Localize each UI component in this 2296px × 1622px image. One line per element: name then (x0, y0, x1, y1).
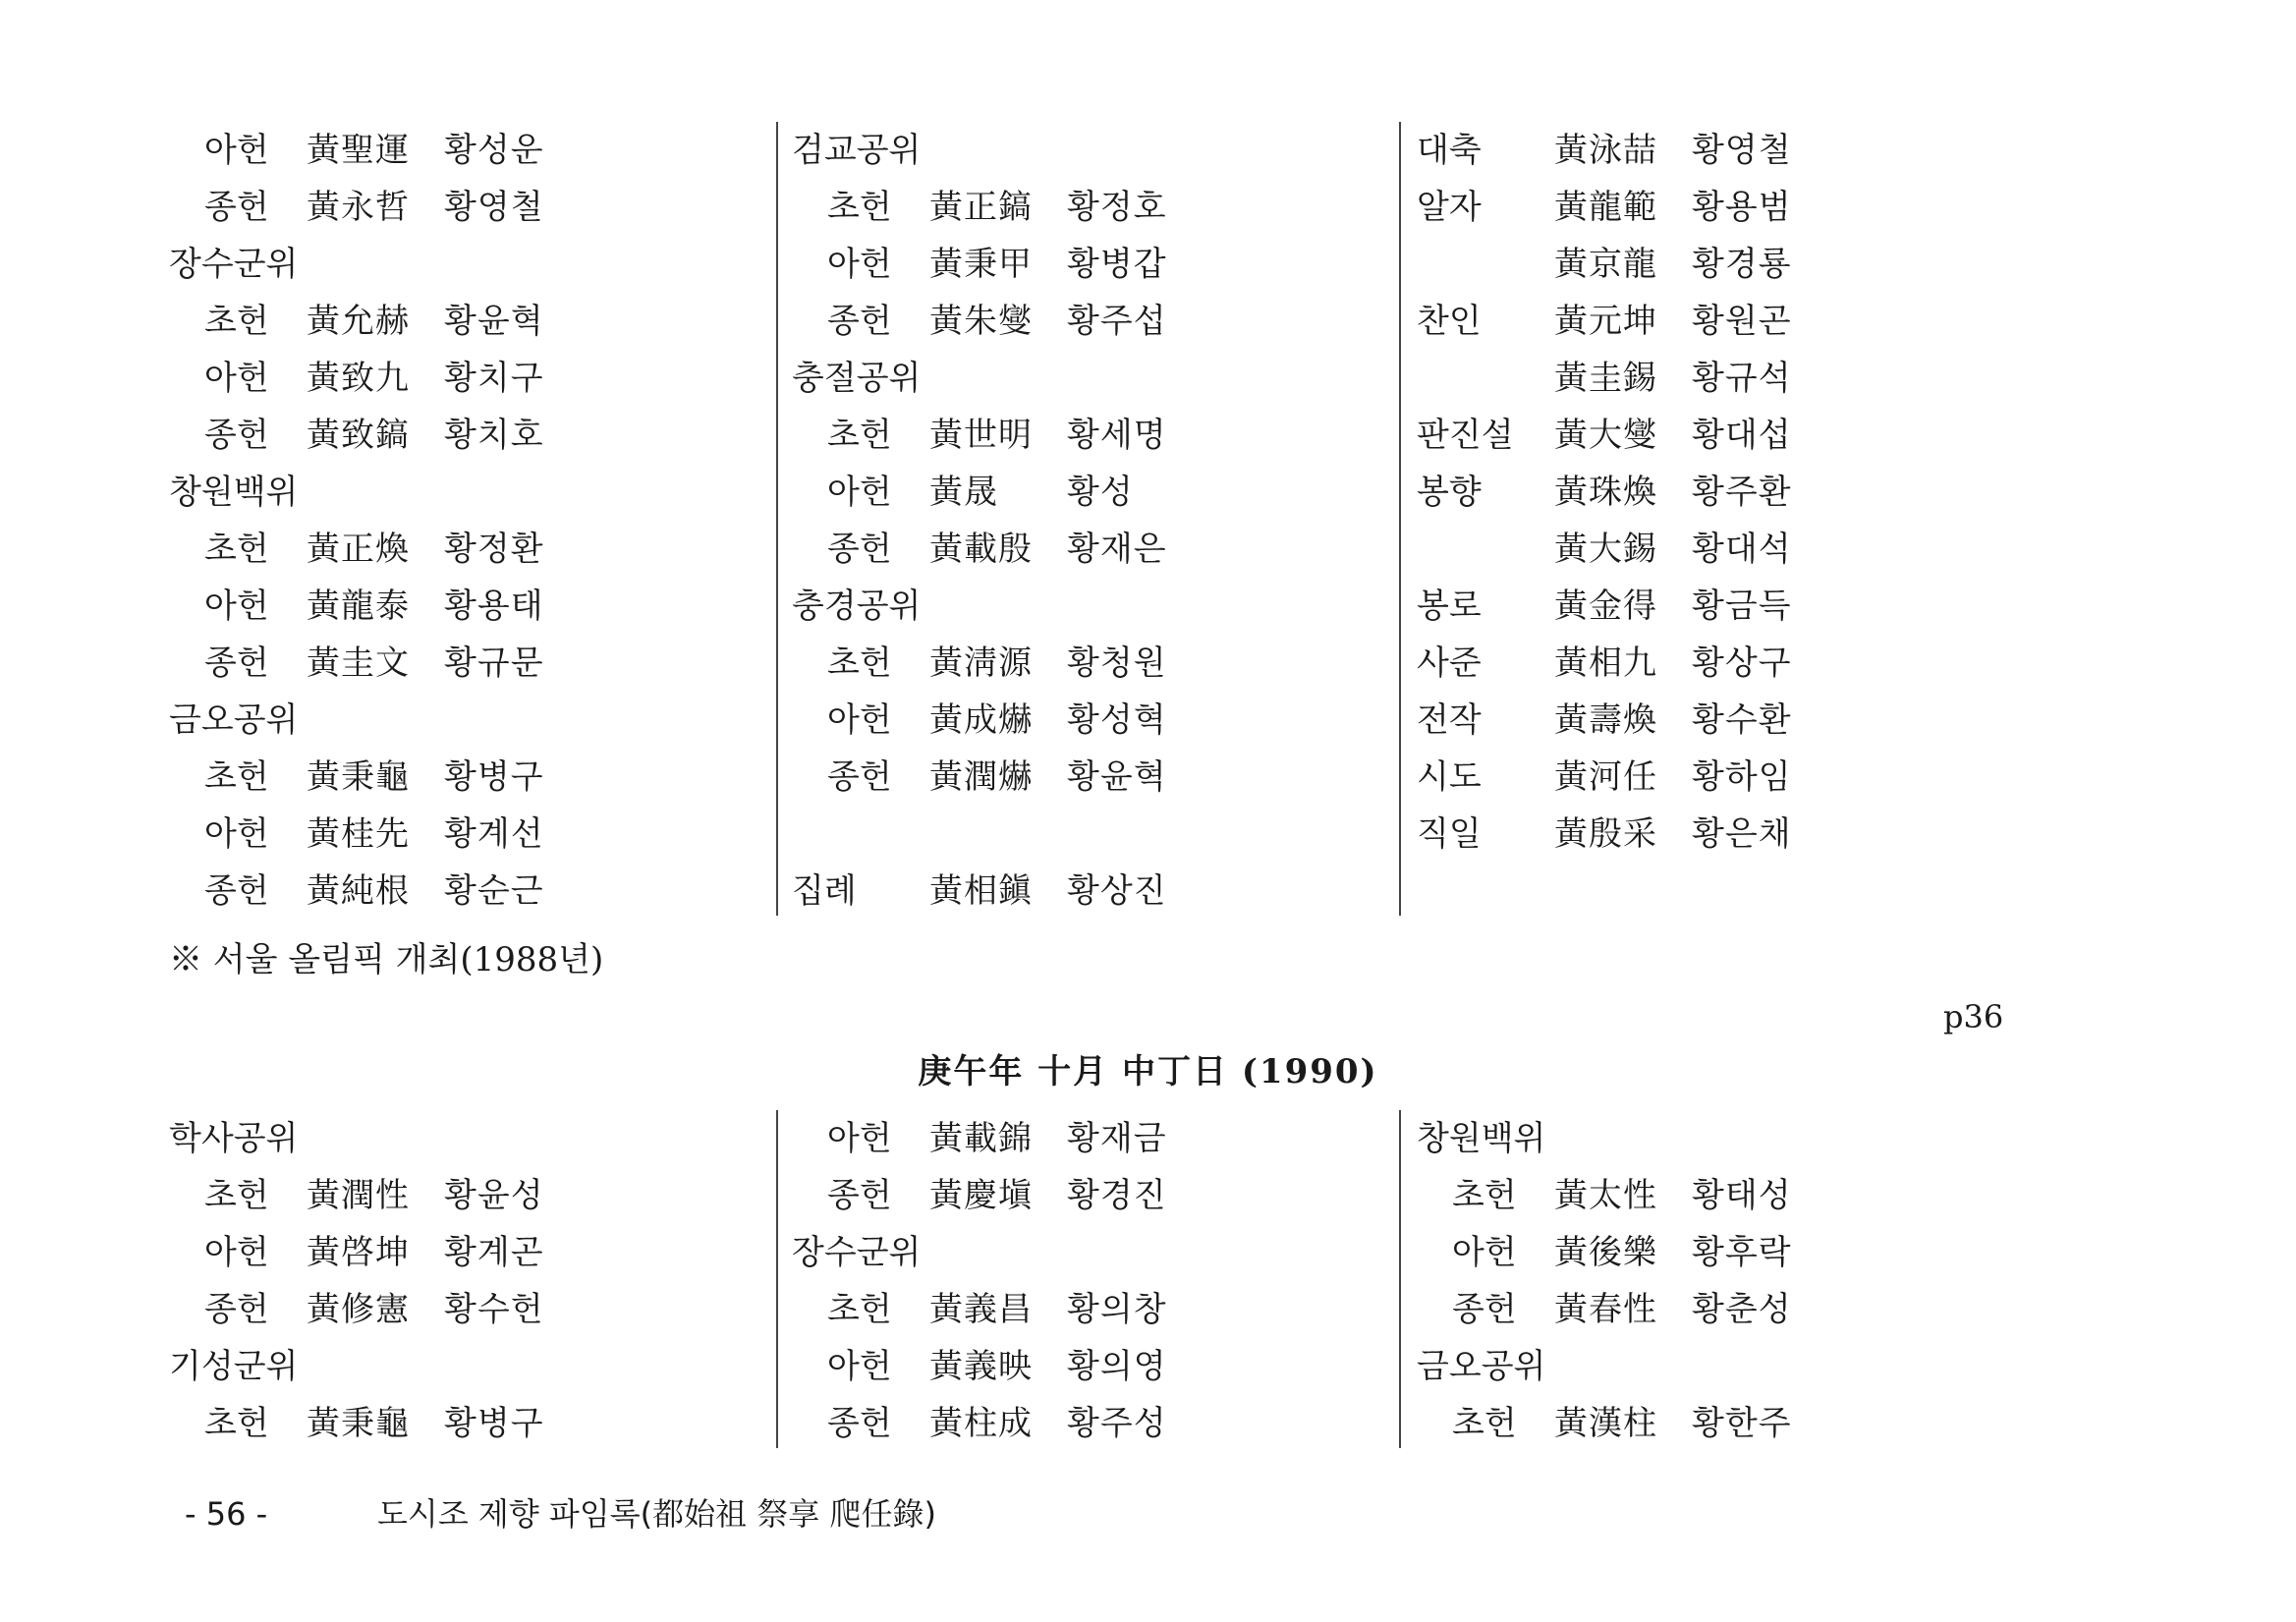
officiant-name-hangul: 황규석 (1692, 359, 1792, 398)
officiant-name-hanja: 黃秉龜 (307, 757, 410, 797)
officiant-name-hanja: 黃金得 (1554, 587, 1657, 626)
officiant-name-hanja: 黃秉甲 (929, 245, 1033, 284)
category-label: 기성군위 (169, 1347, 299, 1386)
officiant-name-hanja: 黃純根 (307, 871, 410, 911)
category-heading (792, 1224, 1381, 1281)
officiant-name-hangul: 황원곤 (1692, 302, 1792, 341)
officiant-row (1417, 749, 2006, 806)
officiant-row (169, 1167, 758, 1224)
category-label: 장수군위 (792, 1233, 922, 1272)
officiant-role: 종헌 (204, 871, 269, 911)
officiant-row (792, 464, 1381, 521)
officiant-row (1417, 1281, 2006, 1338)
officiant-role: 종헌 (204, 416, 269, 455)
officiant-row (1417, 464, 2006, 521)
officiant-row (169, 749, 758, 806)
officiant-name-hangul: 황정환 (444, 530, 544, 569)
officiant-name-hanja: 黃漢柱 (1554, 1404, 1657, 1443)
officiant-row (1417, 692, 2006, 749)
officiant-name-hanja: 黃泳喆 (1554, 131, 1657, 170)
officiant-row (1417, 1395, 2006, 1452)
officiant-row (1417, 350, 2006, 407)
officiant-name-hangul: 황윤성 (444, 1176, 544, 1215)
officiant-role: 판진설 (1417, 416, 1514, 455)
section-1990-before (0, 122, 2296, 920)
officiant-name-hangul: 황한주 (1692, 1404, 1792, 1443)
officiant-name-hangul: 황은채 (1692, 814, 1792, 854)
officiant-role: 아헌 (827, 1119, 892, 1158)
category-heading (169, 1338, 758, 1395)
page-number: - 56 - (185, 1495, 268, 1533)
officiant-name-hangul: 황대석 (1692, 530, 1792, 569)
officiant-name-hangul: 황영철 (444, 188, 544, 227)
officiant-name-hangul: 황금득 (1692, 587, 1792, 626)
officiant-name-hangul: 황치구 (444, 359, 544, 398)
officiant-name-hangul: 황치호 (444, 416, 544, 455)
officiant-row (169, 635, 758, 692)
officiant-row (1417, 635, 2006, 692)
officiant-name-hanja: 黃義昌 (929, 1290, 1033, 1329)
section-1990 (0, 1110, 2296, 1454)
officiant-role: 아헌 (204, 587, 269, 626)
officiant-role: 종헌 (827, 1176, 892, 1215)
officiant-name-hanja: 黃潤爀 (929, 757, 1033, 797)
historical-note: ※ 서울 올림픽 개최(1988년) (169, 940, 604, 979)
officiant-name-hanja: 黃春性 (1554, 1290, 1657, 1329)
officiant-name-hanja: 黃修憲 (307, 1290, 410, 1329)
section1-column-2 (792, 122, 1381, 920)
officiant-name-hangul: 황윤혁 (444, 302, 544, 341)
officiant-role: 아헌 (204, 359, 269, 398)
officiant-name-hanja: 黃允赫 (307, 302, 410, 341)
officiant-name-hanja: 黃太性 (1554, 1176, 1657, 1215)
officiant-row (792, 179, 1381, 236)
section2-column-2 (792, 1110, 1381, 1452)
officiant-row (792, 1338, 1381, 1395)
officiant-name-hanja: 黃淸源 (929, 643, 1033, 683)
officiant-name-hanja: 黃正煥 (307, 530, 410, 569)
column-divider (776, 122, 778, 916)
officiant-row (1417, 521, 2006, 578)
officiant-name-hanja: 黃京龍 (1554, 245, 1657, 284)
officiant-name-hangul: 황주성 (1067, 1404, 1167, 1443)
officiant-role: 봉향 (1417, 473, 1482, 512)
officiant-role: 초헌 (204, 530, 269, 569)
officiant-name-hangul: 황병구 (444, 757, 544, 797)
officiant-row (169, 1395, 758, 1452)
officiant-role: 아헌 (204, 1233, 269, 1272)
officiant-name-hanja: 黃致鎬 (307, 416, 410, 455)
officiant-name-hangul: 황경진 (1067, 1176, 1167, 1215)
officiant-name-hangul: 황계곤 (444, 1233, 544, 1272)
officiant-row (792, 1395, 1381, 1452)
officiant-name-hangul: 황의창 (1067, 1290, 1167, 1329)
officiant-role: 전작 (1417, 700, 1482, 740)
officiant-name-hangul: 황경룡 (1692, 245, 1792, 284)
officiant-name-hanja: 黃正鎬 (929, 188, 1033, 227)
officiant-row (792, 863, 1381, 920)
category-label: 충경공위 (792, 587, 922, 626)
officiant-row (169, 521, 758, 578)
officiant-role: 대축 (1417, 131, 1482, 170)
officiant-name-hanja: 黃龍泰 (307, 587, 410, 626)
officiant-role: 초헌 (827, 643, 892, 683)
officiant-role: 초헌 (1452, 1404, 1517, 1443)
officiant-name-hangul: 황청원 (1067, 643, 1167, 683)
officiant-role: 초헌 (204, 302, 269, 341)
officiant-name-hangul: 황규문 (444, 643, 544, 683)
officiant-name-hangul: 황영철 (1692, 131, 1792, 170)
officiant-name-hanja: 黃義映 (929, 1347, 1033, 1386)
officiant-row (169, 578, 758, 635)
officiant-role: 아헌 (827, 473, 892, 512)
category-label: 검교공위 (792, 131, 922, 170)
officiant-row (169, 1281, 758, 1338)
officiant-name-hangul: 황정호 (1067, 188, 1167, 227)
officiant-role: 초헌 (827, 416, 892, 455)
officiant-name-hanja: 黃潤性 (307, 1176, 410, 1215)
officiant-row (792, 236, 1381, 293)
category-label: 장수군위 (169, 245, 299, 284)
officiant-row (1417, 236, 2006, 293)
officiant-role: 봉로 (1417, 587, 1482, 626)
officiant-row (169, 1224, 758, 1281)
officiant-role: 시도 (1417, 757, 1482, 797)
officiant-role: 사준 (1417, 643, 1482, 683)
officiant-role: 아헌 (1452, 1233, 1517, 1272)
officiant-row (792, 293, 1381, 350)
officiant-row (792, 692, 1381, 749)
officiant-role: 초헌 (204, 1176, 269, 1215)
officiant-role: 초헌 (204, 1404, 269, 1443)
category-heading (169, 1110, 758, 1167)
category-label: 금오공위 (169, 700, 299, 740)
officiant-name-hanja: 黃柱成 (929, 1404, 1033, 1443)
column-divider (1399, 1110, 1401, 1448)
officiant-name-hanja: 黃圭文 (307, 643, 410, 683)
officiant-role: 직일 (1417, 814, 1482, 854)
officiant-name-hangul: 황성운 (444, 131, 544, 170)
officiant-name-hangul: 황수환 (1692, 700, 1792, 740)
category-heading (792, 122, 1381, 179)
officiant-name-hangul: 황성 (1067, 473, 1134, 512)
officiant-name-hanja: 黃相九 (1554, 643, 1657, 683)
officiant-name-hangul: 황주섭 (1067, 302, 1167, 341)
category-heading (1417, 1110, 2006, 1167)
category-heading (792, 350, 1381, 407)
officiant-role: 아헌 (204, 814, 269, 854)
officiant-name-hanja: 黃慶塡 (929, 1176, 1033, 1215)
officiant-role: 종헌 (204, 1290, 269, 1329)
officiant-row (1417, 1224, 2006, 1281)
officiant-role: 초헌 (204, 757, 269, 797)
officiant-name-hanja: 黃後樂 (1554, 1233, 1657, 1272)
column-divider (1399, 122, 1401, 916)
officiant-name-hanja: 黃元坤 (1554, 302, 1657, 341)
officiant-role: 아헌 (827, 245, 892, 284)
officiant-name-hangul: 황세명 (1067, 416, 1167, 455)
officiant-role: 종헌 (827, 757, 892, 797)
officiant-name-hangul: 황주환 (1692, 473, 1792, 512)
officiant-role: 종헌 (827, 1404, 892, 1443)
officiant-name-hanja: 黃相鎭 (929, 871, 1033, 911)
section1-column-3 (1417, 122, 2006, 863)
officiant-row (1417, 179, 2006, 236)
officiant-role: 종헌 (827, 302, 892, 341)
column-divider (776, 1110, 778, 1448)
category-heading (169, 236, 758, 293)
officiant-name-hangul: 황계선 (444, 814, 544, 854)
officiant-row (169, 179, 758, 236)
officiant-name-hanja: 黃桂先 (307, 814, 410, 854)
category-label: 창원백위 (169, 473, 299, 512)
officiant-name-hanja: 黃殷采 (1554, 814, 1657, 854)
officiant-row (1417, 122, 2006, 179)
page-reference: p36 (1943, 998, 2004, 1035)
category-label: 학사공위 (169, 1119, 299, 1158)
officiant-name-hangul: 황대섭 (1692, 416, 1792, 455)
officiant-row (169, 407, 758, 464)
officiant-row (169, 863, 758, 920)
officiant-name-hanja: 黃大錫 (1554, 530, 1657, 569)
officiant-row (1417, 1167, 2006, 1224)
officiant-name-hangul: 황병구 (444, 1404, 544, 1443)
officiant-row (792, 1167, 1381, 1224)
officiant-row (792, 407, 1381, 464)
category-heading (1417, 1338, 2006, 1395)
officiant-row (1417, 578, 2006, 635)
officiant-name-hangul: 황상진 (1067, 871, 1167, 911)
officiant-name-hanja: 黃永哲 (307, 188, 410, 227)
officiant-name-hanja: 黃載殷 (929, 530, 1033, 569)
officiant-name-hanja: 黃龍範 (1554, 188, 1657, 227)
officiant-name-hangul: 황용범 (1692, 188, 1792, 227)
officiant-name-hangul: 황용태 (444, 587, 544, 626)
officiant-name-hangul: 황춘성 (1692, 1290, 1792, 1329)
category-heading (792, 578, 1381, 635)
officiant-row (792, 521, 1381, 578)
officiant-role: 집례 (792, 871, 857, 911)
officiant-name-hangul: 황병갑 (1067, 245, 1167, 284)
officiant-name-hanja: 黃啓坤 (307, 1233, 410, 1272)
officiant-row (169, 293, 758, 350)
officiant-row (1417, 806, 2006, 863)
officiant-name-hangul: 황후락 (1692, 1233, 1792, 1272)
officiant-row (169, 350, 758, 407)
officiant-role: 종헌 (1452, 1290, 1517, 1329)
officiant-name-hanja: 黃秉龜 (307, 1404, 410, 1443)
officiant-role: 알자 (1417, 188, 1482, 227)
officiant-name-hangul: 황태성 (1692, 1176, 1792, 1215)
officiant-row (169, 122, 758, 179)
officiant-name-hanja: 黃珠煥 (1554, 473, 1657, 512)
officiant-row (792, 635, 1381, 692)
officiant-name-hanja: 黃河任 (1554, 757, 1657, 797)
document-title: 도시조 제향 파임록(都始祖 祭享 爬任錄) (377, 1495, 936, 1533)
officiant-name-hangul: 황하임 (1692, 757, 1792, 797)
officiant-row (792, 749, 1381, 806)
category-label: 금오공위 (1417, 1347, 1546, 1386)
officiant-name-hangul: 황상구 (1692, 643, 1792, 683)
officiant-role: 종헌 (204, 643, 269, 683)
officiant-row (792, 1281, 1381, 1338)
officiant-row (792, 1110, 1381, 1167)
officiant-role: 초헌 (827, 1290, 892, 1329)
officiant-name-hanja: 黃朱燮 (929, 302, 1033, 341)
officiant-name-hanja: 黃壽煥 (1554, 700, 1657, 740)
officiant-role: 초헌 (827, 188, 892, 227)
officiant-name-hangul: 황성혁 (1067, 700, 1167, 740)
officiant-row (169, 806, 758, 863)
officiant-name-hangul: 황의영 (1067, 1347, 1167, 1386)
officiant-name-hangul: 황윤혁 (1067, 757, 1167, 797)
officiant-name-hanja: 黃聖運 (307, 131, 410, 170)
officiant-name-hanja: 黃世明 (929, 416, 1033, 455)
section1-column-1 (169, 122, 758, 920)
blank-row (792, 806, 1381, 863)
officiant-name-hangul: 황순근 (444, 871, 544, 911)
officiant-role: 아헌 (827, 700, 892, 740)
section-heading: 庚午年 十月 中丁日 (1990) (918, 1052, 1378, 1091)
category-heading (169, 464, 758, 521)
officiant-role: 종헌 (827, 530, 892, 569)
officiant-name-hanja: 黃圭錫 (1554, 359, 1657, 398)
officiant-role: 아헌 (204, 131, 269, 170)
section2-column-3 (1417, 1110, 2006, 1452)
officiant-name-hanja: 黃成爀 (929, 700, 1033, 740)
category-label: 충절공위 (792, 359, 922, 398)
category-heading (169, 692, 758, 749)
officiant-name-hanja: 黃晟 (929, 473, 998, 512)
officiant-role: 초헌 (1452, 1176, 1517, 1215)
category-label: 창원백위 (1417, 1119, 1546, 1158)
officiant-row (1417, 407, 2006, 464)
officiant-role: 종헌 (204, 188, 269, 227)
officiant-role: 찬인 (1417, 302, 1482, 341)
officiant-name-hanja: 黃致九 (307, 359, 410, 398)
officiant-name-hangul: 황재은 (1067, 530, 1167, 569)
officiant-name-hanja: 黃載錦 (929, 1119, 1033, 1158)
officiant-row (1417, 293, 2006, 350)
officiant-name-hanja: 黃大燮 (1554, 416, 1657, 455)
officiant-name-hangul: 황재금 (1067, 1119, 1167, 1158)
section2-column-1 (169, 1110, 758, 1452)
officiant-role: 아헌 (827, 1347, 892, 1386)
officiant-name-hangul: 황수헌 (444, 1290, 544, 1329)
